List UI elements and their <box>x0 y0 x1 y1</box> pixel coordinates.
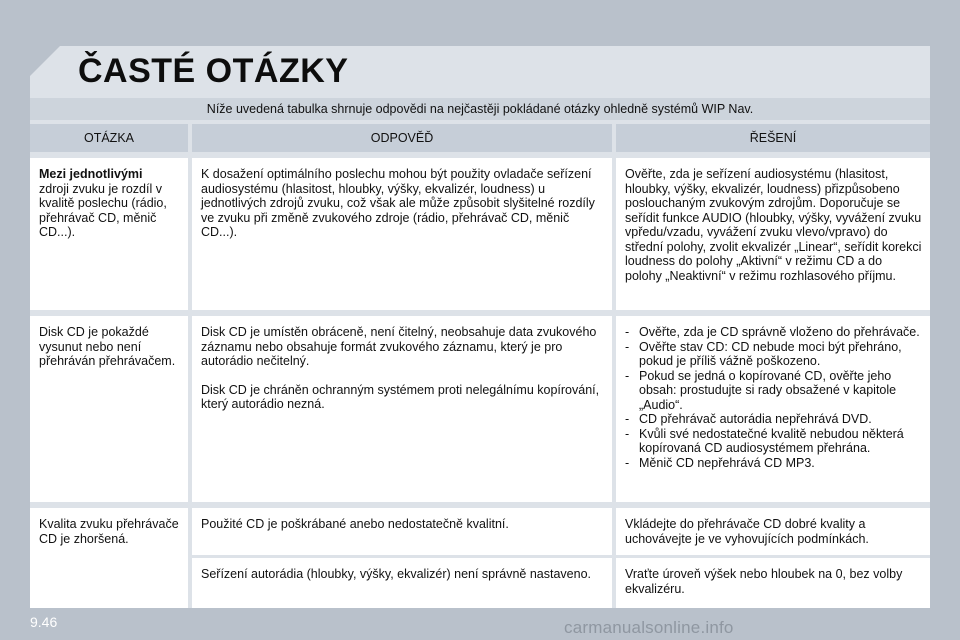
row2-answer-p2: Disk CD je chráněn ochranným systémem proti nelegálnímu kopírování, který autorádio nezná. <box>201 382 600 411</box>
row3-answer-b <box>192 558 612 608</box>
row3-answer-b-text: Seřízení autorádia (hloubky, výšky, ekvalizér) není správně nastaveno. <box>201 567 592 581</box>
list-item: - Ověřte stav CD: CD nebude moci být přehráno, pokud je příliš vážně poškozeno. <box>625 340 922 369</box>
page-title: ČASTÉ OTÁZKY <box>78 52 349 90</box>
row2-answer <box>192 316 612 502</box>
row3-question-text: Kvalita zvuku přehrávače CD je zhoršená. <box>39 517 179 546</box>
row2-solution <box>616 316 930 502</box>
row2-solution-list <box>625 325 922 470</box>
row2-question-text: Disk CD je pokaždé vysunut nebo není přehráván přehrávačem. <box>39 325 176 368</box>
header-question: OTÁZKA <box>30 124 188 152</box>
row3-answer-a-text: Použité CD je poškrábané anebo nedostatečně kvalitní. <box>201 517 509 531</box>
row1-question-bold: Mezi jednotlivými <box>39 167 143 181</box>
row3-solution-a-text: Vkládejte do přehrávače CD dobré kvality a uchovávejte je ve vyhovujících podmínkách. <box>625 517 869 546</box>
list-item: - Měnič CD nepřehrává CD MP3. <box>625 456 922 471</box>
row3-question <box>30 508 188 608</box>
row3-answer-a <box>192 508 612 555</box>
row1-answer-text: K dosažení optimálního poslechu mohou být použity ovladače seřízení audiosystému (hlasitost, hloubky, výšky, ekvalizér, loudness) u jednotlivých zdrojů zvuku, což však ale může způsobit slyšitelné rozdíly ve zvuku při změně zvukového zdroje (rádio, přehrávač CD, měnič CD...). <box>201 167 595 239</box>
row1-question-text: zdroji zvuku je rozdíl v kvalitě poslechu (rádio, přehrávač CD, měnič CD...). <box>39 181 167 239</box>
row2-question <box>30 316 188 502</box>
list-item: - CD přehrávač autorádia nepřehrává DVD. <box>625 412 922 427</box>
header-answer: ODPOVĚĎ <box>192 124 612 152</box>
row1-answer <box>192 158 612 310</box>
header-solution: ŘEŠENÍ <box>616 124 930 152</box>
row3-solution-b-text: Vraťte úroveň výšek nebo hloubek na 0, bez volby ekvalizéru. <box>625 567 903 596</box>
list-item: - Kvůli své nedostatečné kvalitě nebudou některá kopírovaná CD audiosystémem přehrána. <box>625 427 922 456</box>
row1-question <box>30 158 188 310</box>
row2-answer-p1: Disk CD je umístěn obráceně, není čitelný, neobsahuje data zvukového záznamu nebo obsahuje formát zvukového záznamu, který je pro autorádio nečitelný. <box>201 325 597 368</box>
watermark: carmanualsonline.info <box>564 618 734 637</box>
list-item: - Pokud se jedná o kopírované CD, ověřte jeho obsah: prostudujte si rady obsažené v kapitole „Audio“. <box>625 369 922 413</box>
page-number: 9.46 <box>30 614 58 630</box>
row3-solution-a <box>616 508 930 555</box>
row1-solution <box>616 158 930 310</box>
intro-text: Níže uvedená tabulka shrnuje odpovědi na nejčastěji pokládané otázky ohledně systémů WIP Nav. <box>30 98 930 120</box>
list-item: - Ověřte, zda je CD správně vloženo do přehrávače. <box>625 325 922 340</box>
row3-solution-b <box>616 558 930 608</box>
row1-solution-text: Ověřte, zda je seřízení audiosystému (hlasitost, hloubky, výšky, ekvalizér, loudness) přizpůsobeno poslouchaným zvukovým zdrojům. Doporučuje se seřídit funkce AUDIO (hloubky, výšky, vyvážení zvuku vpředu/vzadu, vyvážení zvuku vlevo/vpravo) do střední polohy, zvolit ekvalizér „Linear“, seřídit korekci loudness do polohy „Aktivní“ v režimu CD a do polohy „Neaktivní“ v režimu rozhlasového příjmu. <box>625 167 922 283</box>
